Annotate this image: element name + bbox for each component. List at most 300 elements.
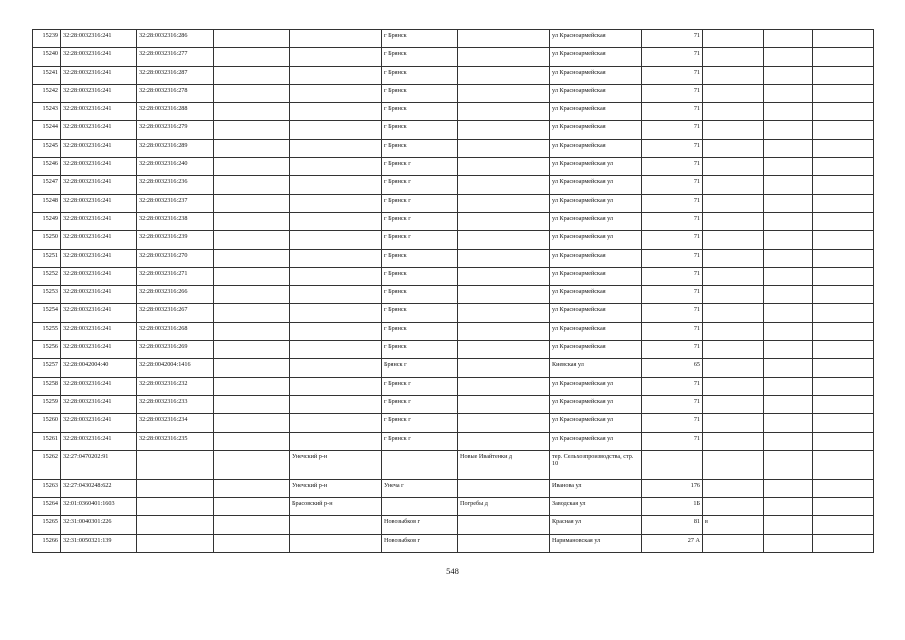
row-number-cell: 15265: [33, 516, 61, 534]
object-cadastral-cell: 32:28:0032316:235: [137, 432, 214, 450]
house-number-cell: 71: [642, 286, 703, 304]
table-row: [33, 158, 874, 176]
parcel-cadastral-cell: 32:27:0430248:622: [61, 479, 137, 497]
empty-cell: [813, 30, 874, 48]
empty-cell: [764, 450, 813, 479]
city-cell: г Брянск г: [382, 158, 458, 176]
city-cell: [382, 498, 458, 516]
row-number-cell: 15245: [33, 139, 61, 157]
building-letter-cell: [703, 322, 764, 340]
object-cadastral-cell: 32:28:0032316:233: [137, 395, 214, 413]
house-number-cell: 71: [642, 267, 703, 285]
table-row: [33, 322, 874, 340]
object-cadastral-cell: [137, 450, 214, 479]
object-cadastral-cell: 32:28:0032316:270: [137, 249, 214, 267]
empty-cell: [813, 341, 874, 359]
street-cell: ул Красноармейская: [550, 286, 642, 304]
house-number-cell: 71: [642, 249, 703, 267]
district-cell: Унечский р-н: [290, 479, 382, 497]
parcel-cadastral-cell: 32:31:0040301:226: [61, 516, 137, 534]
district-cell: [290, 377, 382, 395]
empty-cell: [813, 103, 874, 121]
house-number-cell: 1Б: [642, 498, 703, 516]
empty-cell: [214, 498, 290, 516]
row-number-cell: 15240: [33, 48, 61, 66]
table-row: [33, 479, 874, 497]
parcel-cadastral-cell: 32:28:0032316:241: [61, 194, 137, 212]
row-number-cell: 15253: [33, 286, 61, 304]
object-cadastral-cell: 32:28:0032316:287: [137, 66, 214, 84]
parcel-cadastral-cell: 32:28:0032316:241: [61, 158, 137, 176]
empty-cell: [214, 534, 290, 552]
street-cell: тер. Сельхозпроизводства, стр. 10: [550, 450, 642, 479]
city-cell: г Брянск г: [382, 432, 458, 450]
empty-cell: [214, 139, 290, 157]
city-cell: г Брянск: [382, 249, 458, 267]
street-cell: ул Красноармейская ул: [550, 231, 642, 249]
row-number-cell: 15248: [33, 194, 61, 212]
empty-cell: [764, 498, 813, 516]
table-row: [33, 176, 874, 194]
table-row: [33, 414, 874, 432]
page-number: 548: [446, 566, 459, 576]
city-cell: г Брянск: [382, 139, 458, 157]
settlement-cell: [458, 432, 550, 450]
table-row: [33, 66, 874, 84]
parcel-cadastral-cell: 32:28:0032316:241: [61, 212, 137, 230]
table-row: [33, 498, 874, 516]
empty-cell: [764, 359, 813, 377]
building-letter-cell: [703, 498, 764, 516]
row-number-cell: 15241: [33, 66, 61, 84]
empty-cell: [214, 30, 290, 48]
building-letter-cell: [703, 249, 764, 267]
empty-cell: [764, 304, 813, 322]
building-letter-cell: [703, 450, 764, 479]
empty-cell: [214, 84, 290, 102]
house-number-cell: 71: [642, 158, 703, 176]
empty-cell: [214, 103, 290, 121]
building-letter-cell: [703, 103, 764, 121]
row-number-cell: 15243: [33, 103, 61, 121]
empty-cell: [813, 432, 874, 450]
empty-cell: [813, 359, 874, 377]
city-cell: г Брянск г: [382, 231, 458, 249]
house-number-cell: 71: [642, 139, 703, 157]
settlement-cell: [458, 176, 550, 194]
building-letter-cell: [703, 341, 764, 359]
object-cadastral-cell: 32:28:0032316:288: [137, 103, 214, 121]
district-cell: [290, 395, 382, 413]
street-cell: ул Красноармейская ул: [550, 176, 642, 194]
settlement-cell: Погребы д: [458, 498, 550, 516]
settlement-cell: [458, 304, 550, 322]
row-number-cell: 15261: [33, 432, 61, 450]
parcel-cadastral-cell: 32:28:0032316:241: [61, 414, 137, 432]
empty-cell: [214, 395, 290, 413]
settlement-cell: [458, 359, 550, 377]
street-cell: Заводская ул: [550, 498, 642, 516]
table-row: [33, 432, 874, 450]
settlement-cell: [458, 103, 550, 121]
district-cell: [290, 139, 382, 157]
house-number-cell: 71: [642, 66, 703, 84]
house-number-cell: 71: [642, 212, 703, 230]
house-number-cell: 71: [642, 231, 703, 249]
empty-cell: [813, 249, 874, 267]
building-letter-cell: [703, 194, 764, 212]
empty-cell: [764, 395, 813, 413]
parcel-cadastral-cell: 32:28:0032316:241: [61, 286, 137, 304]
house-number-cell: 71: [642, 395, 703, 413]
city-cell: г Брянск: [382, 66, 458, 84]
city-cell: г Брянск: [382, 48, 458, 66]
settlement-cell: [458, 377, 550, 395]
table-row: [33, 231, 874, 249]
parcel-cadastral-cell: 32:28:0032316:241: [61, 304, 137, 322]
empty-cell: [214, 249, 290, 267]
street-cell: ул Красноармейская ул: [550, 395, 642, 413]
district-cell: [290, 286, 382, 304]
empty-cell: [813, 231, 874, 249]
empty-cell: [764, 414, 813, 432]
street-cell: ул Красноармейская: [550, 322, 642, 340]
settlement-cell: Новые Ивайтенки д: [458, 450, 550, 479]
empty-cell: [214, 341, 290, 359]
empty-cell: [813, 267, 874, 285]
empty-cell: [813, 212, 874, 230]
city-cell: [382, 450, 458, 479]
city-cell: г Брянск: [382, 304, 458, 322]
object-cadastral-cell: 32:28:0032316:266: [137, 286, 214, 304]
empty-cell: [813, 395, 874, 413]
parcel-cadastral-cell: 32:01:0360401:1603: [61, 498, 137, 516]
district-cell: [290, 534, 382, 552]
parcel-cadastral-cell: 32:28:0032316:241: [61, 121, 137, 139]
settlement-cell: [458, 516, 550, 534]
empty-cell: [764, 66, 813, 84]
building-letter-cell: [703, 534, 764, 552]
city-cell: Брянск г: [382, 359, 458, 377]
street-cell: ул Красноармейская: [550, 84, 642, 102]
settlement-cell: [458, 414, 550, 432]
building-letter-cell: [703, 231, 764, 249]
row-number-cell: 15249: [33, 212, 61, 230]
row-number-cell: 15250: [33, 231, 61, 249]
table-row: [33, 304, 874, 322]
parcel-cadastral-cell: 32:28:0032316:241: [61, 66, 137, 84]
table-row: [33, 212, 874, 230]
city-cell: Новозыбков г: [382, 534, 458, 552]
empty-cell: [764, 121, 813, 139]
street-cell: ул Красноармейская: [550, 121, 642, 139]
empty-cell: [813, 322, 874, 340]
street-cell: ул Красноармейская ул: [550, 212, 642, 230]
object-cadastral-cell: 32:28:0032316:240: [137, 158, 214, 176]
parcel-cadastral-cell: 32:28:0032316:241: [61, 176, 137, 194]
object-cadastral-cell: 32:28:0032316:267: [137, 304, 214, 322]
house-number-cell: 71: [642, 194, 703, 212]
district-cell: [290, 176, 382, 194]
settlement-cell: [458, 212, 550, 230]
street-cell: ул Красноармейская ул: [550, 377, 642, 395]
empty-cell: [214, 212, 290, 230]
house-number-cell: 71: [642, 377, 703, 395]
street-cell: ул Красноармейская: [550, 66, 642, 84]
empty-cell: [764, 176, 813, 194]
row-number-cell: 15252: [33, 267, 61, 285]
empty-cell: [764, 194, 813, 212]
house-number-cell: 71: [642, 432, 703, 450]
city-cell: г Брянск: [382, 341, 458, 359]
table-row: [33, 48, 874, 66]
house-number-cell: 71: [642, 322, 703, 340]
street-cell: ул Красноармейская: [550, 103, 642, 121]
settlement-cell: [458, 231, 550, 249]
parcel-cadastral-cell: 32:28:0032316:241: [61, 322, 137, 340]
empty-cell: [764, 103, 813, 121]
city-cell: г Брянск г: [382, 414, 458, 432]
district-cell: [290, 304, 382, 322]
settlement-cell: [458, 139, 550, 157]
parcel-cadastral-cell: 32:28:0032316:241: [61, 432, 137, 450]
empty-cell: [813, 304, 874, 322]
parcel-cadastral-cell: 32:28:0032316:241: [61, 139, 137, 157]
empty-cell: [214, 286, 290, 304]
settlement-cell: [458, 479, 550, 497]
house-number-cell: 71: [642, 176, 703, 194]
object-cadastral-cell: 32:28:0032316:236: [137, 176, 214, 194]
table-row: [33, 267, 874, 285]
district-cell: [290, 516, 382, 534]
building-letter-cell: [703, 377, 764, 395]
street-cell: ул Красноармейская: [550, 30, 642, 48]
house-number-cell: 65: [642, 359, 703, 377]
parcel-cadastral-cell: 32:28:0032316:241: [61, 48, 137, 66]
settlement-cell: [458, 534, 550, 552]
house-number-cell: 71: [642, 414, 703, 432]
object-cadastral-cell: 32:28:0032316:234: [137, 414, 214, 432]
empty-cell: [764, 479, 813, 497]
empty-cell: [214, 516, 290, 534]
empty-cell: [764, 432, 813, 450]
empty-cell: [813, 121, 874, 139]
table-row: [33, 395, 874, 413]
city-cell: г Брянск г: [382, 194, 458, 212]
empty-cell: [764, 158, 813, 176]
parcel-cadastral-cell: 32:28:0032316:241: [61, 103, 137, 121]
parcel-cadastral-cell: 32:28:0042004:40: [61, 359, 137, 377]
empty-cell: [214, 176, 290, 194]
city-cell: г Брянск: [382, 84, 458, 102]
building-letter-cell: [703, 84, 764, 102]
district-cell: [290, 84, 382, 102]
object-cadastral-cell: 32:28:0032316:289: [137, 139, 214, 157]
empty-cell: [813, 534, 874, 552]
object-cadastral-cell: 32:28:0032316:279: [137, 121, 214, 139]
empty-cell: [764, 231, 813, 249]
house-number-cell: 27 А: [642, 534, 703, 552]
district-cell: [290, 30, 382, 48]
building-letter-cell: [703, 158, 764, 176]
settlement-cell: [458, 286, 550, 304]
empty-cell: [214, 66, 290, 84]
district-cell: [290, 414, 382, 432]
district-cell: [290, 231, 382, 249]
city-cell: г Брянск: [382, 121, 458, 139]
district-cell: [290, 249, 382, 267]
city-cell: г Брянск: [382, 103, 458, 121]
parcel-cadastral-cell: 32:28:0032316:241: [61, 267, 137, 285]
object-cadastral-cell: [137, 498, 214, 516]
empty-cell: [214, 377, 290, 395]
settlement-cell: [458, 30, 550, 48]
object-cadastral-cell: 32:28:0042004:1416: [137, 359, 214, 377]
table-row: [33, 516, 874, 534]
parcel-cadastral-cell: 32:31:0050321:139: [61, 534, 137, 552]
row-number-cell: 15251: [33, 249, 61, 267]
table-row: [33, 286, 874, 304]
district-cell: [290, 359, 382, 377]
settlement-cell: [458, 249, 550, 267]
empty-cell: [764, 267, 813, 285]
building-letter-cell: [703, 479, 764, 497]
street-cell: Иванова ул: [550, 479, 642, 497]
parcel-cadastral-cell: 32:27:0470202:91: [61, 450, 137, 479]
street-cell: ул Красноармейская: [550, 48, 642, 66]
object-cadastral-cell: 32:28:0032316:239: [137, 231, 214, 249]
city-cell: г Брянск: [382, 286, 458, 304]
parcel-cadastral-cell: 32:28:0032316:241: [61, 84, 137, 102]
table-row: [33, 194, 874, 212]
empty-cell: [813, 84, 874, 102]
empty-cell: [764, 516, 813, 534]
empty-cell: [813, 516, 874, 534]
empty-cell: [813, 139, 874, 157]
settlement-cell: [458, 322, 550, 340]
empty-cell: [764, 84, 813, 102]
table-row: [33, 84, 874, 102]
empty-cell: [214, 121, 290, 139]
row-number-cell: 15254: [33, 304, 61, 322]
empty-cell: [764, 48, 813, 66]
street-cell: Красная ул: [550, 516, 642, 534]
building-letter-cell: [703, 395, 764, 413]
parcel-cadastral-cell: 32:28:0032316:241: [61, 341, 137, 359]
empty-cell: [813, 479, 874, 497]
row-number-cell: 15242: [33, 84, 61, 102]
document-page: [32, 29, 873, 553]
table-row: [33, 103, 874, 121]
settlement-cell: [458, 158, 550, 176]
row-number-cell: 15266: [33, 534, 61, 552]
table-row: [33, 450, 874, 479]
object-cadastral-cell: [137, 516, 214, 534]
row-number-cell: 15257: [33, 359, 61, 377]
empty-cell: [214, 479, 290, 497]
empty-cell: [813, 450, 874, 479]
empty-cell: [214, 414, 290, 432]
district-cell: [290, 341, 382, 359]
street-cell: ул Красноармейская ул: [550, 432, 642, 450]
district-cell: [290, 158, 382, 176]
object-cadastral-cell: 32:28:0032316:286: [137, 30, 214, 48]
empty-cell: [764, 30, 813, 48]
table-row: [33, 139, 874, 157]
settlement-cell: [458, 66, 550, 84]
parcel-cadastral-cell: 32:28:0032316:241: [61, 249, 137, 267]
parcel-cadastral-cell: 32:28:0032316:241: [61, 231, 137, 249]
district-cell: [290, 267, 382, 285]
parcel-cadastral-cell: 32:28:0032316:241: [61, 30, 137, 48]
district-cell: [290, 66, 382, 84]
settlement-cell: [458, 84, 550, 102]
object-cadastral-cell: 32:28:0032316:271: [137, 267, 214, 285]
street-cell: ул Красноармейская: [550, 249, 642, 267]
empty-cell: [813, 66, 874, 84]
district-cell: [290, 121, 382, 139]
empty-cell: [214, 48, 290, 66]
district-cell: [290, 48, 382, 66]
row-number-cell: 15256: [33, 341, 61, 359]
row-number-cell: 15264: [33, 498, 61, 516]
parcel-cadastral-cell: 32:28:0032316:241: [61, 395, 137, 413]
object-cadastral-cell: 32:28:0032316:237: [137, 194, 214, 212]
empty-cell: [813, 286, 874, 304]
building-letter-cell: [703, 66, 764, 84]
house-number-cell: 71: [642, 84, 703, 102]
table-row: [33, 534, 874, 552]
empty-cell: [764, 534, 813, 552]
table-row: [33, 30, 874, 48]
empty-cell: [764, 377, 813, 395]
settlement-cell: [458, 395, 550, 413]
object-cadastral-cell: 32:28:0032316:238: [137, 212, 214, 230]
building-letter-cell: [703, 176, 764, 194]
empty-cell: [764, 341, 813, 359]
empty-cell: [214, 231, 290, 249]
building-letter-cell: [703, 304, 764, 322]
city-cell: г Брянск г: [382, 377, 458, 395]
house-number-cell: 176: [642, 479, 703, 497]
building-letter-cell: [703, 267, 764, 285]
table-row: [33, 249, 874, 267]
house-number-cell: 71: [642, 121, 703, 139]
empty-cell: [813, 176, 874, 194]
settlement-cell: [458, 48, 550, 66]
city-cell: г Брянск г: [382, 176, 458, 194]
empty-cell: [764, 139, 813, 157]
table-body: [33, 30, 874, 553]
city-cell: г Брянск: [382, 322, 458, 340]
empty-cell: [813, 48, 874, 66]
row-number-cell: 15263: [33, 479, 61, 497]
city-cell: г Брянск: [382, 30, 458, 48]
building-letter-cell: [703, 139, 764, 157]
object-cadastral-cell: 32:28:0032316:232: [137, 377, 214, 395]
building-letter-cell: [703, 48, 764, 66]
building-letter-cell: [703, 121, 764, 139]
house-number-cell: 81: [642, 516, 703, 534]
row-number-cell: 15255: [33, 322, 61, 340]
house-number-cell: 71: [642, 341, 703, 359]
empty-cell: [764, 322, 813, 340]
settlement-cell: [458, 121, 550, 139]
empty-cell: [214, 322, 290, 340]
object-cadastral-cell: 32:28:0032316:269: [137, 341, 214, 359]
district-cell: [290, 194, 382, 212]
object-cadastral-cell: [137, 534, 214, 552]
